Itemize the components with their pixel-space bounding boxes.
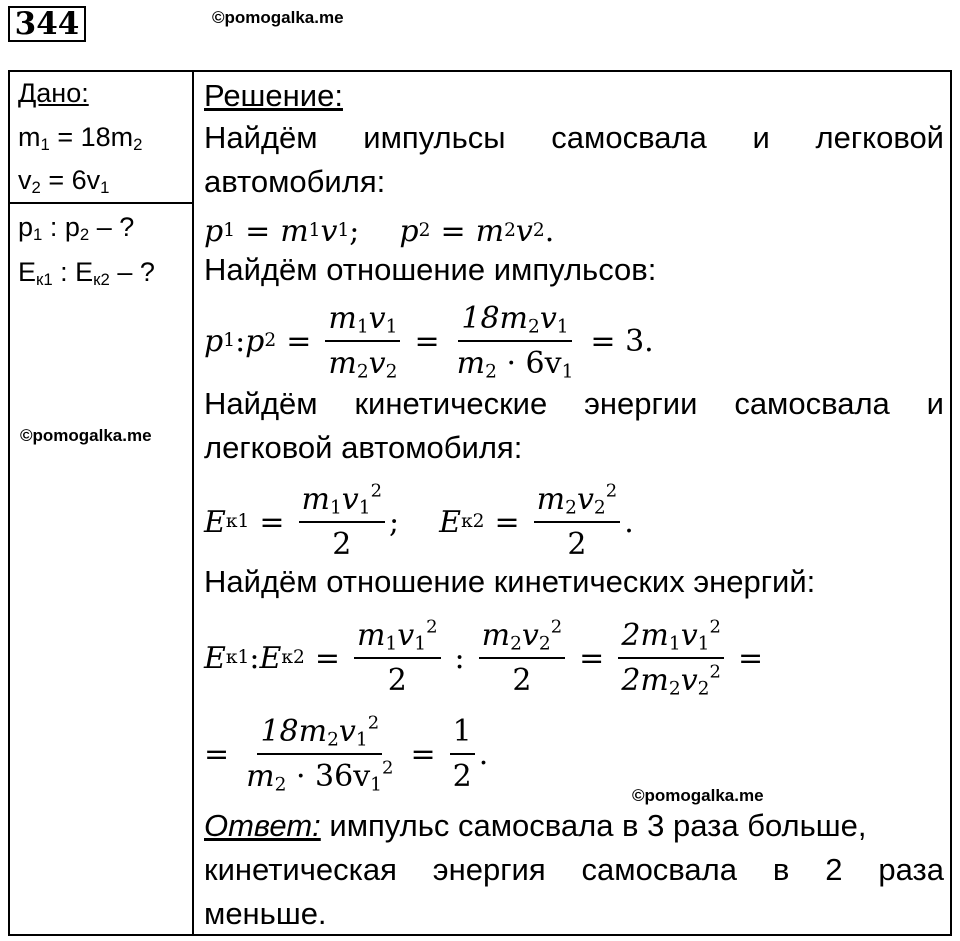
given-mass-relation: $m_1 = 18m_2$: [18, 122, 143, 155]
problem-number: 344: [14, 6, 80, 42]
solution-title: Решение:: [204, 78, 343, 113]
given-divider: [10, 202, 192, 204]
given-velocity-relation: $v_2 = 6v_1$: [18, 165, 110, 198]
answer-line-1: Ответ: импульс самосвала в 3 раза больше,: [204, 808, 867, 843]
solution-line-5: легковой автомобиля:: [204, 430, 523, 465]
problem-number-box: [8, 6, 86, 42]
formula-energies: E к1 = $\frac{m_1v_1^2}{2}$ ; E к2 = $\frac{m_2v_2^2}{2}$ .: [204, 480, 634, 562]
formula-momenta: p 1 = m 1 v 1 ; p 2 = m 2 v 2 .: [204, 213, 555, 249]
given-title: Дано:: [18, 78, 89, 108]
formula-energy-ratio-1: E к1 : E к2 = $\frac{m_1v_1^2}{2}$ : $\frac{m_2v_2^2}{2}$ = $\frac{2m_1v_1^2}{2m_2v_2^2}$ =: [204, 616, 764, 700]
answer-line-2: кинетическая энергия самосвала в 2 раза: [204, 852, 944, 887]
watermark-bottom: ©pomogalka.me: [632, 786, 764, 805]
solution-line-4: Найдём кинетические энергии самосвала и: [204, 386, 944, 421]
watermark-left: ©pomogalka.me: [20, 426, 152, 445]
column-divider: [192, 72, 194, 934]
solution-line-2: автомобиля:: [204, 164, 386, 199]
solution-line-6: Найдём отношение кинетических энергий:: [204, 564, 816, 599]
formula-momentum-ratio: p 1 : p 2 = $\frac{m_1v_1}{m_2v_2}$ = $\frac{18m_2v_1}{m_2 \cdot 6v_1}$ = 3.: [204, 301, 654, 383]
answer-line-3: меньше.: [204, 896, 327, 931]
find-energy-ratio: $E_{к1}$ : $E_{к2}$ – ?: [18, 257, 155, 290]
watermark-top: ©pomogalka.me: [212, 8, 344, 27]
solution-line-1: Найдём импульсы самосвала и легковой: [204, 120, 944, 155]
answer-label: Ответ:: [204, 808, 321, 843]
solution-line-3: Найдём отношение импульсов:: [204, 252, 657, 287]
formula-energy-ratio-2: = $\frac{18m_2v_1^2}{m_2 \cdot 36v_1^2}$ = $\frac{1}{2}$ .: [204, 712, 489, 796]
find-momentum-ratio: $p_1$ : $p_2$ – ?: [18, 212, 135, 245]
